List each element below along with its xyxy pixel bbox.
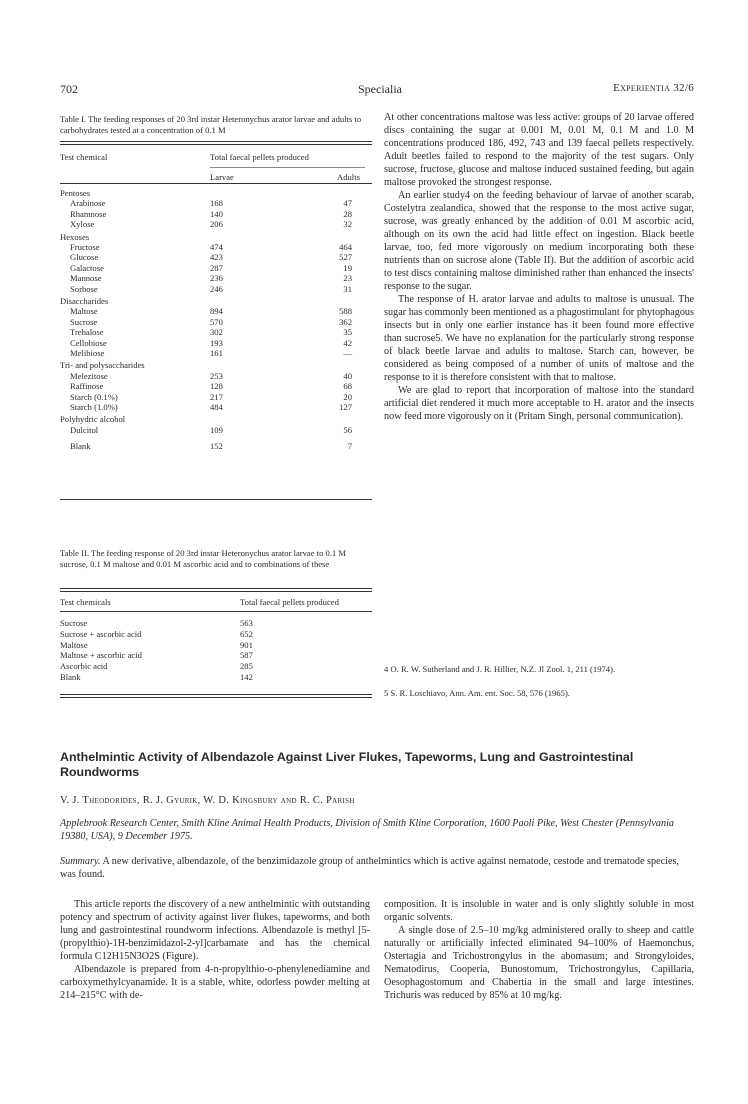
table1-larvae-value: 253 — [210, 370, 223, 381]
table1-row-name: Trehalose — [70, 327, 104, 338]
article-authors: V. J. Theodorides, R. J. Gyurik, W. D. Kingsbury and R. C. Parish — [60, 795, 355, 806]
table2-row-name: Maltose + ascorbic acid — [60, 650, 142, 661]
paragraph: At other concentrations maltose was less active: groups of 20 larvae offered discs containing the sugar at 0.001 M, 0.01 M, 0.1 M and 1.0 M concentrations produced 186, 492, 743 and 139 faecal pellets respectively. Adult beetles failed to respond to the majority of the test sugars. Only sucrose, fructose, glucose and maltose induced sustained feeding, but again maltose provoked the strongest response. — [384, 112, 694, 188]
table2-col-total: Total faecal pellets produced — [240, 597, 339, 607]
table1-adults-value: 20 — [343, 391, 352, 402]
table1-adults-value: 56 — [343, 424, 352, 435]
paragraph: A single dose of 2.5–10 mg/kg administered orally to sheep and cattle naturally or artificially infected eliminated 94–100% of Haemonchus, Ostertagia and Trichostrongylus in the abomasum; and Strongyloides, Nematodirus, Cooperia, Bunostomum, Trichostrongylus, Capillaria, Oesophagostomum and Chabertia in the small and large intestines. Trichuris was reduced by 85% at 10 mg/kg. — [384, 925, 694, 1001]
table2-bottom-rule-2 — [60, 697, 372, 698]
table2-row-name: Ascorbic acid — [60, 661, 108, 672]
table1-row-name: Arabinose — [70, 198, 106, 209]
table1-row-name: Xylose — [70, 219, 95, 230]
table1-row-name: Melibiose — [70, 348, 105, 358]
table1-sub-rule — [210, 167, 365, 168]
table1-caption: Table I. The feeding responses of 20 3rd instar Heteronychus arator larvae and adults to carbohydrates tested at a concentration of 0.1 M — [60, 114, 362, 135]
table1-adults-value: — — [343, 348, 352, 358]
table1-larvae-value: 217 — [210, 391, 223, 402]
table1-adults-value: 527 — [339, 252, 352, 263]
table1-row-name: Sucrose — [70, 316, 98, 327]
table2-row-value: 652 — [240, 628, 253, 639]
table1-larvae-value: 236 — [210, 273, 223, 284]
table2-row-name: Blank — [60, 672, 81, 682]
paragraph: composition. It is insoluble in water and is only slightly soluble in most organic solvents. — [384, 899, 694, 923]
table1-adults-value: 35 — [343, 327, 352, 338]
table2-row-value: 901 — [240, 639, 253, 650]
table2-top-rule — [60, 588, 372, 589]
table1-larvae-value: 484 — [210, 402, 223, 412]
table1-row-name: Maltose — [70, 306, 98, 317]
table1-adults-value: 28 — [343, 208, 352, 219]
table1-row-name: Sorbose — [70, 283, 98, 294]
table1-group-label: Polyhydric alcohol — [60, 414, 126, 425]
page-number: 702 — [60, 82, 78, 96]
summary-label: Summary. — [60, 856, 101, 867]
table1-larvae-value: 152 — [210, 441, 223, 452]
table1-row-name: Dulcitol — [70, 424, 99, 435]
table1-col-adults: Adults — [337, 172, 360, 182]
summary-text: A new derivative, albendazole, of the benzimidazole group of anthelmintics which is active against nematode, cestode and trematode species, was found. — [60, 856, 679, 880]
table1-larvae-value: 168 — [210, 198, 223, 209]
table1-bottom-rule — [60, 499, 372, 500]
table1-header-rule — [60, 144, 372, 145]
article-left-column — [60, 898, 370, 1002]
table1-adults-value: 588 — [339, 306, 352, 317]
table1-row-name: Galactose — [70, 262, 104, 273]
table1-adults-value: 23 — [343, 273, 352, 284]
table1-row-name: Blank — [70, 441, 91, 452]
table1-mid-rule — [60, 183, 372, 184]
footnote-5: 5 S. R. Loschiavo, Ann. Am. ent. Soc. 58, 576 (1965). — [384, 688, 570, 698]
table1-larvae-value: 206 — [210, 219, 223, 230]
paragraph: The response of H. arator larvae and adults to maltose is unusual. The sugar has commonly been mentioned as a phagostimulant for phytophagous insects but in only one earlier instance has it been found more effective than sucrose5. We have no explanation for the particularly strong response of black beetle larvae and adults to maltose. Starch can, however, be considered as being composed of a number of units of maltose and the response to it is therefore consistent with that to maltose. — [384, 294, 694, 383]
table1-col-total: Total faecal pellets produced — [210, 152, 309, 162]
table2-caption: Table II. The feeding response of 20 3rd instar Heteronychus arator larvae to 0.1 M sucrose, 0.1 M maltose and 0.01 M ascorbic acid and to combinations of these — [60, 548, 347, 569]
table1-larvae-value: 302 — [210, 327, 223, 338]
article-summary — [60, 855, 694, 881]
table1-adults-value: 31 — [343, 283, 352, 294]
table1-adults-value: 42 — [343, 337, 352, 348]
table1-larvae-value: 423 — [210, 252, 223, 263]
table1-col-chemical: Test chemical — [60, 152, 108, 162]
paragraph: We are glad to report that incorporation of maltose into the standard artificial diet rendered it much more acceptable to H. arator and the insects now feed more vigorously on it (Pritam Singh, personal communication). — [384, 385, 694, 422]
table1-adults-value: 464 — [339, 242, 352, 252]
right-column-text — [384, 111, 694, 423]
table1-row-name: Starch (1.0%) — [70, 402, 118, 412]
table1-adults-value: 362 — [339, 316, 352, 327]
table1-adults-value: 127 — [339, 402, 352, 412]
table1-row-name: Melezitose — [70, 370, 108, 381]
table1-larvae-value: 894 — [210, 306, 223, 317]
table1-row-name: Rhamnose — [70, 208, 107, 219]
table1-larvae-value: 109 — [210, 424, 223, 435]
table2-header-rule — [60, 591, 372, 592]
table1-larvae-value: 161 — [210, 348, 223, 358]
paragraph: This article reports the discovery of a new anthelmintic with outstanding potency and spectrum of activity against liver flukes, tapeworms, and both lung and gastrointestinal roundworm infections. Albendazole is methyl [5-(propylthio)-1H-benzimidazol-2-yl]carbamate and has the chemical formula C12H15N3O2S (Figure). — [60, 899, 370, 962]
footnote-4: 4 O. R. W. Sutherland and J. R. Hillier, N.Z. Jl Zool. 1, 211 (1974). — [384, 664, 616, 674]
table1-adults-value: 32 — [343, 219, 352, 230]
table2-row-value: 587 — [240, 650, 253, 661]
paragraph: An earlier study4 on the feeding behaviour of larvae of another scarab, Costelytra zealandica, showed that the response to the most active sugar, sucrose, was greatly enhanced by the addition of 0.01 M ascorbic acid, although on its own the acid had little effect on ingestion. Black beetle larvae, too, fed more vigorously on medium incorporating both these nutrients than on sucrose alone (Table II). But the addition of ascorbic acid to test discs containing maltose diminished rather than enhanced the insects' response to the sugar. — [384, 190, 694, 292]
table1-group-label: Tri- and polysaccharides — [60, 360, 145, 371]
table2-row-value: 563 — [240, 618, 253, 628]
table2-mid-rule — [60, 611, 372, 612]
table2-col-chemicals: Test chemicals — [60, 597, 111, 607]
table1-adults-value: 68 — [343, 381, 352, 392]
table1-row-name: Raffinose — [70, 381, 104, 392]
paragraph: Albendazole is prepared from 4-n-propylthio-o-phenylenediamine and carboxymethylcyanamide. It is a stable, white, odorless powder melting at 214–215°C with de- — [60, 964, 370, 1001]
table2-row-value: 142 — [240, 672, 253, 682]
table1-top-rule — [60, 141, 372, 142]
table1-row-name: Starch (0.1%) — [70, 391, 118, 402]
article-title: Anthelmintic Activity of Albendazole Against Liver Flukes, Tapeworms, Lung and Gastrointestinal Roundworms — [60, 750, 634, 779]
table2-row-value: 285 — [240, 661, 253, 672]
table2-row-name: Maltose — [60, 639, 88, 650]
table1-group-label: Disaccharides — [60, 296, 109, 306]
article-right-column — [384, 898, 694, 1002]
table1-larvae-value: 140 — [210, 208, 223, 219]
table1-larvae-value: 246 — [210, 283, 223, 294]
table1-larvae-value: 128 — [210, 381, 223, 392]
table2-row-name: Sucrose + ascorbic acid — [60, 628, 142, 639]
table1-col-larvae: Larvae — [210, 172, 234, 182]
table1-row-name: Cellobiose — [70, 337, 107, 348]
table1-larvae-value: 193 — [210, 337, 223, 348]
table1-adults-value: 19 — [343, 262, 352, 273]
table1-row-name: Mannose — [70, 273, 102, 284]
table1-row-name: Glucose — [70, 252, 99, 263]
table1-row-name: Fructose — [70, 242, 100, 252]
article-affiliation: Applebrook Research Center, Smith Kline Animal Health Products, Division of Smith Kline Corporation, 1600 Paoli Pike, West Chester (Pennsylvania 19380, USA), 9 December 1975. — [60, 818, 675, 842]
table1-group-label: Hexoses — [60, 231, 90, 242]
table1-adults-value: 47 — [343, 198, 352, 209]
table1-larvae-value: 570 — [210, 316, 223, 327]
journal-name: Experientia 32/6 — [613, 82, 694, 94]
table1-group-label: Pentoses — [60, 188, 91, 198]
table1-larvae-value: 474 — [210, 242, 223, 252]
table1-adults-value: 7 — [347, 441, 352, 452]
table2-row-name: Sucrose — [60, 618, 88, 628]
table1-adults-value: 40 — [343, 370, 352, 381]
table2-bottom-rule — [60, 694, 372, 695]
section-title: Specialia — [358, 82, 402, 96]
table1-larvae-value: 287 — [210, 262, 223, 273]
